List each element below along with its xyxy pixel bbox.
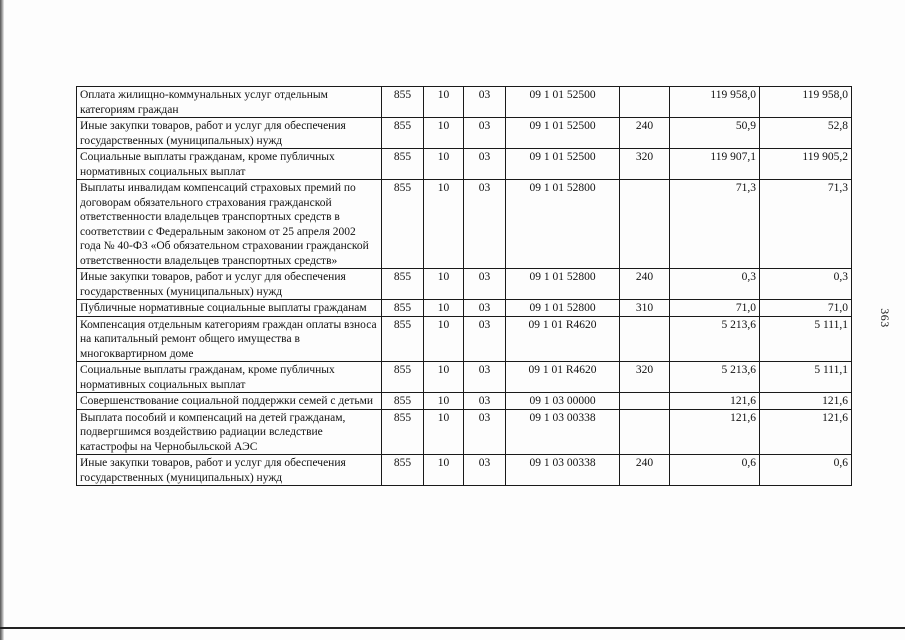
row-name: Публичные нормативные социальные выплаты гражданам [77, 300, 382, 317]
row-amount-year-2: 121,6 [760, 409, 852, 455]
row-amount-year-2: 0,6 [760, 455, 852, 486]
row-target-article: 09 1 01 52500 [506, 87, 620, 118]
row-section-code: 10 [424, 455, 464, 486]
row-target-article: 09 1 03 00338 [506, 455, 620, 486]
table-row [77, 118, 852, 149]
table-row [77, 316, 852, 362]
budget-table [76, 86, 852, 486]
row-section-code: 10 [424, 409, 464, 455]
row-target-article: 09 1 03 00338 [506, 409, 620, 455]
row-expense-type [620, 409, 670, 455]
row-expense-type [620, 87, 670, 118]
row-expense-type [620, 393, 670, 410]
row-name: Социальные выплаты гражданам, кроме публичных нормативных социальных выплат [77, 149, 382, 180]
row-ved-code: 855 [382, 180, 424, 269]
row-ved-code: 855 [382, 87, 424, 118]
row-section-code: 10 [424, 149, 464, 180]
row-amount-year-1: 121,6 [670, 409, 760, 455]
row-amount-year-2: 5 111,1 [760, 362, 852, 393]
row-amount-year-1: 119 958,0 [670, 87, 760, 118]
row-target-article: 09 1 01 52800 [506, 180, 620, 269]
row-target-article: 09 1 01 52500 [506, 149, 620, 180]
row-expense-type: 240 [620, 118, 670, 149]
row-ved-code: 855 [382, 362, 424, 393]
row-amount-year-1: 71,0 [670, 300, 760, 317]
row-expense-type [620, 180, 670, 269]
row-amount-year-2: 52,8 [760, 118, 852, 149]
table-row [77, 393, 852, 410]
row-amount-year-2: 119 905,2 [760, 149, 852, 180]
row-name: Иные закупки товаров, работ и услуг для обеспечения государственных (муниципальных) нужд [77, 455, 382, 486]
row-amount-year-1: 0,6 [670, 455, 760, 486]
table-row [77, 149, 852, 180]
row-amount-year-2: 119 958,0 [760, 87, 852, 118]
row-section-code: 10 [424, 180, 464, 269]
table-row [77, 362, 852, 393]
row-ved-code: 855 [382, 316, 424, 362]
row-name: Выплата пособий и компенсаций на детей гражданам, подвергшимся воздействию радиации вследствие катастрофы на Чернобыльской АЭС [77, 409, 382, 455]
table-row [77, 300, 852, 317]
row-amount-year-1: 121,6 [670, 393, 760, 410]
row-name: Оплата жилищно-коммунальных услуг отдельным категориям граждан [77, 87, 382, 118]
row-amount-year-1: 0,3 [670, 269, 760, 300]
row-section-code: 10 [424, 316, 464, 362]
row-subsection-code: 03 [464, 118, 506, 149]
table-row [77, 409, 852, 455]
row-amount-year-2: 71,0 [760, 300, 852, 317]
row-expense-type [620, 316, 670, 362]
row-subsection-code: 03 [464, 300, 506, 317]
row-target-article: 09 1 01 52500 [506, 118, 620, 149]
row-amount-year-2: 121,6 [760, 393, 852, 410]
row-subsection-code: 03 [464, 393, 506, 410]
row-ved-code: 855 [382, 393, 424, 410]
scan-edge-bottom [0, 627, 905, 629]
row-expense-type: 310 [620, 300, 670, 317]
row-section-code: 10 [424, 269, 464, 300]
row-name: Иные закупки товаров, работ и услуг для обеспечения государственных (муниципальных) нужд [77, 269, 382, 300]
row-subsection-code: 03 [464, 316, 506, 362]
row-target-article: 09 1 01 52800 [506, 269, 620, 300]
row-amount-year-1: 5 213,6 [670, 316, 760, 362]
row-section-code: 10 [424, 118, 464, 149]
row-section-code: 10 [424, 87, 464, 118]
row-amount-year-1: 71,3 [670, 180, 760, 269]
row-expense-type: 320 [620, 149, 670, 180]
row-expense-type: 240 [620, 269, 670, 300]
table-row [77, 455, 852, 486]
row-name: Компенсация отдельным категориям граждан оплаты взноса на капитальный ремонт общего имущества в многоквартирном доме [77, 316, 382, 362]
row-expense-type: 320 [620, 362, 670, 393]
row-target-article: 09 1 01 52800 [506, 300, 620, 317]
row-amount-year-1: 119 907,1 [670, 149, 760, 180]
row-name: Иные закупки товаров, работ и услуг для обеспечения государственных (муниципальных) нужд [77, 118, 382, 149]
row-ved-code: 855 [382, 149, 424, 180]
row-amount-year-2: 71,3 [760, 180, 852, 269]
row-ved-code: 855 [382, 118, 424, 149]
table-row [77, 87, 852, 118]
row-subsection-code: 03 [464, 269, 506, 300]
table-row [77, 269, 852, 300]
row-ved-code: 855 [382, 409, 424, 455]
row-section-code: 10 [424, 362, 464, 393]
row-subsection-code: 03 [464, 87, 506, 118]
table-row [77, 180, 852, 269]
page-number: 363 [878, 308, 892, 328]
row-amount-year-2: 0,3 [760, 269, 852, 300]
row-section-code: 10 [424, 300, 464, 317]
row-subsection-code: 03 [464, 149, 506, 180]
row-target-article: 09 1 01 R4620 [506, 316, 620, 362]
row-amount-year-2: 5 111,1 [760, 316, 852, 362]
row-amount-year-1: 50,9 [670, 118, 760, 149]
row-subsection-code: 03 [464, 409, 506, 455]
scan-edge-left [0, 0, 4, 640]
row-subsection-code: 03 [464, 362, 506, 393]
row-ved-code: 855 [382, 300, 424, 317]
row-ved-code: 855 [382, 269, 424, 300]
row-section-code: 10 [424, 393, 464, 410]
row-subsection-code: 03 [464, 180, 506, 269]
row-name: Социальные выплаты гражданам, кроме публичных нормативных социальных выплат [77, 362, 382, 393]
row-target-article: 09 1 01 R4620 [506, 362, 620, 393]
row-name: Выплаты инвалидам компенсаций страховых премий по договорам обязательного страхования гражданской ответственности владельцев транспортных средств в соответствии с Федеральным законом от 25 апреля 2002 года № 40-ФЗ «Об обязательном страховании гражданской ответственности владельцев транспортных средств» [77, 180, 382, 269]
row-subsection-code: 03 [464, 455, 506, 486]
row-ved-code: 855 [382, 455, 424, 486]
row-name: Совершенствование социальной поддержки семей с детьми [77, 393, 382, 410]
row-amount-year-1: 5 213,6 [670, 362, 760, 393]
row-expense-type: 240 [620, 455, 670, 486]
row-target-article: 09 1 03 00000 [506, 393, 620, 410]
